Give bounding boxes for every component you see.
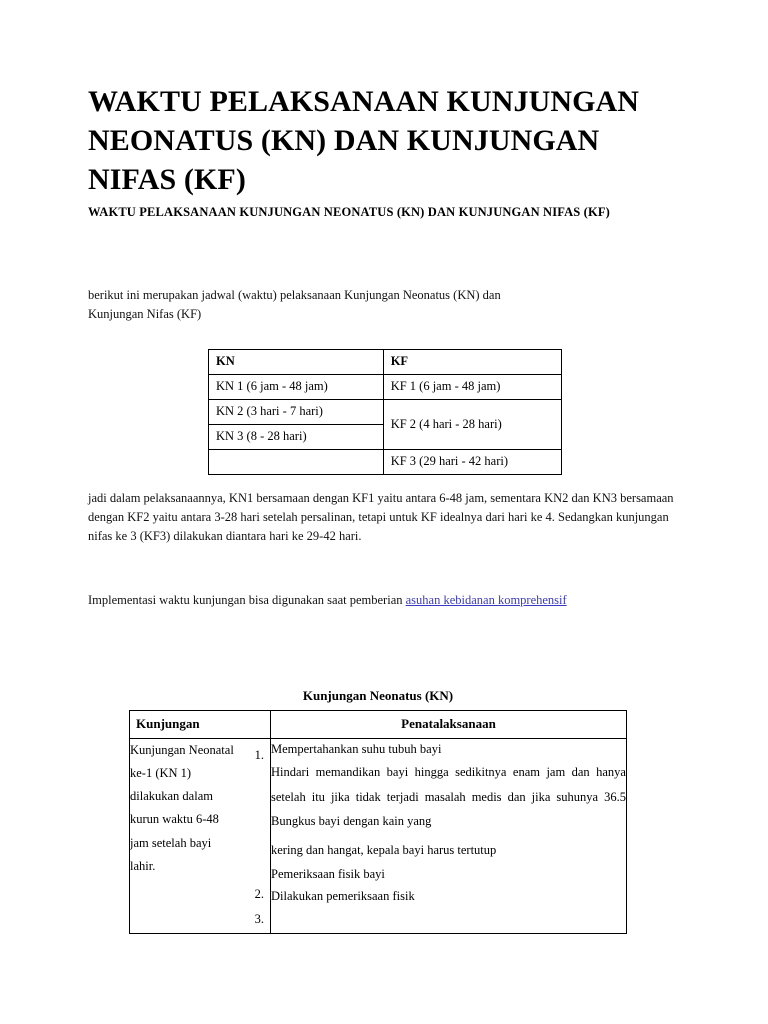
kn-kf-schedule-table: [208, 349, 562, 475]
implementation-text: Implementasi waktu kunjungan bisa digunakan saat pemberian: [88, 593, 406, 607]
document-subtitle: WAKTU PELAKSANAAN KUNJUNGAN NEONATUS (KN) DAN KUNJUNGAN NIFAS (KF): [88, 205, 610, 219]
kunjungan-description: Kunjungan Neonatal ke-1 (KN 1) dilakukan dalam kurun waktu 6-48 jam setelah bayi lahir.: [130, 743, 234, 873]
table-header-row: [130, 711, 627, 739]
table1-cell-kn-empty: [209, 450, 384, 475]
table1-cell-kn2: KN 2 (3 hari - 7 hari): [209, 400, 384, 425]
asuhan-kebidanan-komprehensif-link[interactable]: asuhan kebidanan komprehensif: [405, 593, 567, 607]
table2-cell-penatalaksanaan: [271, 739, 627, 934]
page-title: WAKTU PELAKSANAAN KUNJUNGAN NEONATUS (KN) DAN KUNJUNGAN NIFAS (KF): [88, 85, 640, 196]
table1-cell-kn1: KN 1 (6 jam - 48 jam): [209, 375, 384, 400]
penatalaksanaan-item-4: Dilakukan pemeriksaan fisik: [271, 888, 415, 903]
table2-header-kunjungan: Kunjungan: [130, 711, 271, 739]
intro-paragraph: [88, 286, 676, 323]
table1-cell-kn3: KN 3 (8 - 28 hari): [209, 425, 384, 450]
table1-cell-kf3: KF 3 (29 hari - 42 hari): [383, 450, 561, 475]
explanation-paragraph: jadi dalam pelaksanaannya, KN1 bersamaan dengan KF1 yaitu antara 6-48 jam, sementara KN2 dan KN3 bersamaan dengan KF2 yaitu antara 3-28 hari setelah persalinan, tetapi untuk KF idealnya dari hari ke 4. Sedangkan kunjungan nifas ke 3 (KF3) dilakukan diantara hari ke 29-42 hari.: [88, 491, 674, 543]
table1-cell-kf1: KF 1 (6 jam - 48 jam): [383, 375, 561, 400]
table2-header-penatalaksanaan: Penatalaksanaan: [271, 711, 627, 739]
penatalaksanaan-item-1: Mempertahankan suhu tubuh bayi: [271, 742, 442, 756]
penatalaksanaan-item-2: [271, 760, 626, 861]
list-marker-1: 1.: [254, 748, 264, 762]
table-header-row: [209, 350, 562, 375]
penatalaksanaan-item-3: Pemeriksaan fisik bayi: [271, 866, 385, 881]
implementation-paragraph: [88, 591, 680, 610]
table-row: [209, 400, 562, 425]
intro-line-1: berikut ini merupakan jadwal (waktu) pelaksanaan Kunjungan Neonatus (KN) dan: [88, 288, 501, 302]
table2-caption: Kunjungan Neonatus (KN): [302, 688, 454, 703]
table-row: [130, 739, 627, 934]
table1-cell-kf2: KF 2 (4 hari - 28 hari): [383, 400, 561, 450]
table1-header-kf: KF: [383, 350, 561, 375]
table1-header-kn: KN: [209, 350, 384, 375]
table2-cell-kunjungan: [130, 739, 271, 934]
intro-line-2: Kunjungan Nifas (KF): [88, 306, 202, 321]
table-row: [209, 450, 562, 475]
list-marker-2: 2.: [254, 887, 264, 901]
penatalaksanaan-item-2-main: Hindari memandikan bayi hingga sedikitnya enam jam dan hanya setelah itu jika tidak terjadi masalah medis dan jika suhunya 36.5 Bungkus bayi dengan kain yang: [271, 765, 626, 828]
list-marker-3: 3.: [254, 912, 264, 926]
penatalaksanaan-item-2-tail: kering dan hangat, kepala bayi harus tertutup: [271, 843, 497, 858]
kunjungan-neonatus-table: [129, 710, 627, 934]
table-row: [209, 375, 562, 400]
